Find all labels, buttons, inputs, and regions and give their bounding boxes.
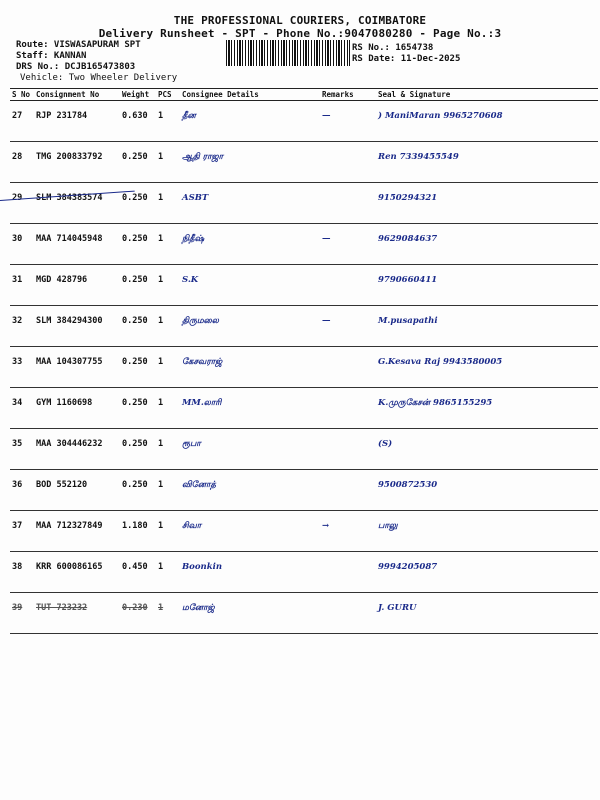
row-consignee: சிவா <box>180 511 320 552</box>
vehicle-label: Vehicle: Two Wheeler Delivery <box>20 73 178 83</box>
row-sno: 33 <box>10 347 34 388</box>
row-signature: பாலு <box>376 511 598 552</box>
row-consignee: திருமலை <box>180 306 320 347</box>
row-signature: K.முருகேசன் 9865155295 <box>376 388 598 429</box>
row-signature: 9994205087 <box>376 552 598 593</box>
row-pcs: 1 <box>156 429 180 470</box>
row-consignee: ASBT <box>180 183 320 224</box>
row-remarks: → <box>320 511 376 552</box>
row-weight: 0.630 <box>120 101 156 142</box>
row-consignee: Boonkin <box>180 552 320 593</box>
row-signature: 9790660411 <box>376 265 598 306</box>
row-signature: J. GURU <box>376 593 598 634</box>
table-row <box>10 265 598 306</box>
row-remarks <box>320 388 376 429</box>
col-remarks: Remarks <box>320 89 376 101</box>
row-weight: 0.250 <box>120 183 156 224</box>
col-pcs: PCS <box>156 89 180 101</box>
table-row <box>10 142 598 183</box>
row-consignee: மனோஜ் <box>180 593 320 634</box>
row-remarks <box>320 552 376 593</box>
row-consignee: தீன <box>180 101 320 142</box>
row-pcs: 1 <box>156 593 180 634</box>
route-label: Route: VISWASAPURAM SPT <box>16 40 141 50</box>
row-consignment: SLM 384383574 <box>34 183 120 224</box>
row-consignment: KRR 600086165 <box>34 552 120 593</box>
row-signature: M.pusapathi <box>376 306 598 347</box>
rs-number: RS No.: 1654738 <box>352 43 434 53</box>
row-signature: G.Kesava Raj 9943580005 <box>376 347 598 388</box>
table-header-row <box>10 89 598 101</box>
row-weight: 0.250 <box>120 224 156 265</box>
row-consignee: S.K <box>180 265 320 306</box>
row-signature: 9629084637 <box>376 224 598 265</box>
row-pcs: 1 <box>156 470 180 511</box>
row-weight: 0.250 <box>120 470 156 511</box>
row-weight: 0.250 <box>120 142 156 183</box>
row-weight: 0.230 <box>120 593 156 634</box>
row-sno: 34 <box>10 388 34 429</box>
row-consignment: GYM 1160698 <box>34 388 120 429</box>
row-remarks: — <box>320 101 376 142</box>
table-row <box>10 224 598 265</box>
row-remarks <box>320 429 376 470</box>
table-row <box>10 306 598 347</box>
row-signature: (S) <box>376 429 598 470</box>
row-pcs: 1 <box>156 388 180 429</box>
col-weight: Weight <box>120 89 156 101</box>
row-sno: 35 <box>10 429 34 470</box>
barcode-image <box>226 40 350 66</box>
row-sno: 36 <box>10 470 34 511</box>
row-remarks <box>320 183 376 224</box>
row-weight: 0.250 <box>120 306 156 347</box>
row-consignee: MM.லாரி <box>180 388 320 429</box>
row-pcs: 1 <box>156 306 180 347</box>
row-consignment: MGD 428796 <box>34 265 120 306</box>
row-consignment: MAA 304446232 <box>34 429 120 470</box>
row-sno: 37 <box>10 511 34 552</box>
row-remarks <box>320 470 376 511</box>
row-sno: 32 <box>10 306 34 347</box>
row-remarks: — <box>320 224 376 265</box>
row-consignee: ஆதி ராஜா <box>180 142 320 183</box>
col-sno: S No <box>10 89 34 101</box>
table-row <box>10 101 598 142</box>
row-sno: 27 <box>10 101 34 142</box>
table-row <box>10 429 598 470</box>
table-row <box>10 552 598 593</box>
table-row <box>10 388 598 429</box>
row-consignment: TMG 200833792 <box>34 142 120 183</box>
row-consignee: ரூபா <box>180 429 320 470</box>
row-weight: 1.180 <box>120 511 156 552</box>
row-weight: 0.250 <box>120 347 156 388</box>
row-sno: 29 <box>10 183 34 224</box>
row-sno: 31 <box>10 265 34 306</box>
col-signature: Seal & Signature <box>376 89 598 101</box>
row-consignment: BOD 552120 <box>34 470 120 511</box>
row-consignment: MAA 104307755 <box>34 347 120 388</box>
row-consignment: SLM 384294300 <box>34 306 120 347</box>
row-remarks <box>320 142 376 183</box>
row-remarks <box>320 347 376 388</box>
row-pcs: 1 <box>156 142 180 183</box>
row-consignment: MAA 712327849 <box>34 511 120 552</box>
row-consignee: நிதீஷ் <box>180 224 320 265</box>
runsheet-subtitle: Delivery Runsheet - SPT - Phone No.:9047080280 - Page No.:3 <box>98 27 502 40</box>
row-remarks <box>320 593 376 634</box>
company-title: THE PROFESSIONAL COURIERS, COIMBATORE <box>173 14 427 27</box>
row-consignment: MAA 714045948 <box>34 224 120 265</box>
row-sno: 39 <box>10 593 34 634</box>
row-consignee: வினோத் <box>180 470 320 511</box>
table-row <box>10 470 598 511</box>
row-signature: 9150294321 <box>376 183 598 224</box>
table-row <box>10 347 598 388</box>
row-weight: 0.450 <box>120 552 156 593</box>
row-weight: 0.250 <box>120 429 156 470</box>
col-consignee: Consignee Details <box>180 89 320 101</box>
table-row <box>10 183 598 224</box>
row-pcs: 1 <box>156 101 180 142</box>
row-remarks <box>320 265 376 306</box>
table-row <box>10 593 598 634</box>
row-consignment: RJP 231784 <box>34 101 120 142</box>
row-pcs: 1 <box>156 265 180 306</box>
row-pcs: 1 <box>156 347 180 388</box>
row-remarks: — <box>320 306 376 347</box>
row-pcs: 1 <box>156 183 180 224</box>
row-sno: 28 <box>10 142 34 183</box>
row-weight: 0.250 <box>120 388 156 429</box>
row-sno: 38 <box>10 552 34 593</box>
row-signature: 9500872530 <box>376 470 598 511</box>
row-consignee: கேசவராஜ் <box>180 347 320 388</box>
row-signature: ) ManiMaran 9965270608 <box>376 101 598 142</box>
row-weight: 0.250 <box>120 265 156 306</box>
row-pcs: 1 <box>156 224 180 265</box>
runsheet-table <box>10 88 598 634</box>
col-consignment: Consignment No <box>34 89 120 101</box>
row-pcs: 1 <box>156 511 180 552</box>
row-sno: 30 <box>10 224 34 265</box>
table-row <box>10 511 598 552</box>
staff-label: Staff: KANNAN <box>16 51 87 61</box>
row-pcs: 1 <box>156 552 180 593</box>
row-signature: Ren 7339455549 <box>376 142 598 183</box>
rs-date: RS Date: 11-Dec-2025 <box>352 54 461 64</box>
row-consignment: TUT 723232 <box>34 593 120 634</box>
drs-label: DRS No.: DCJB165473803 <box>16 62 136 72</box>
